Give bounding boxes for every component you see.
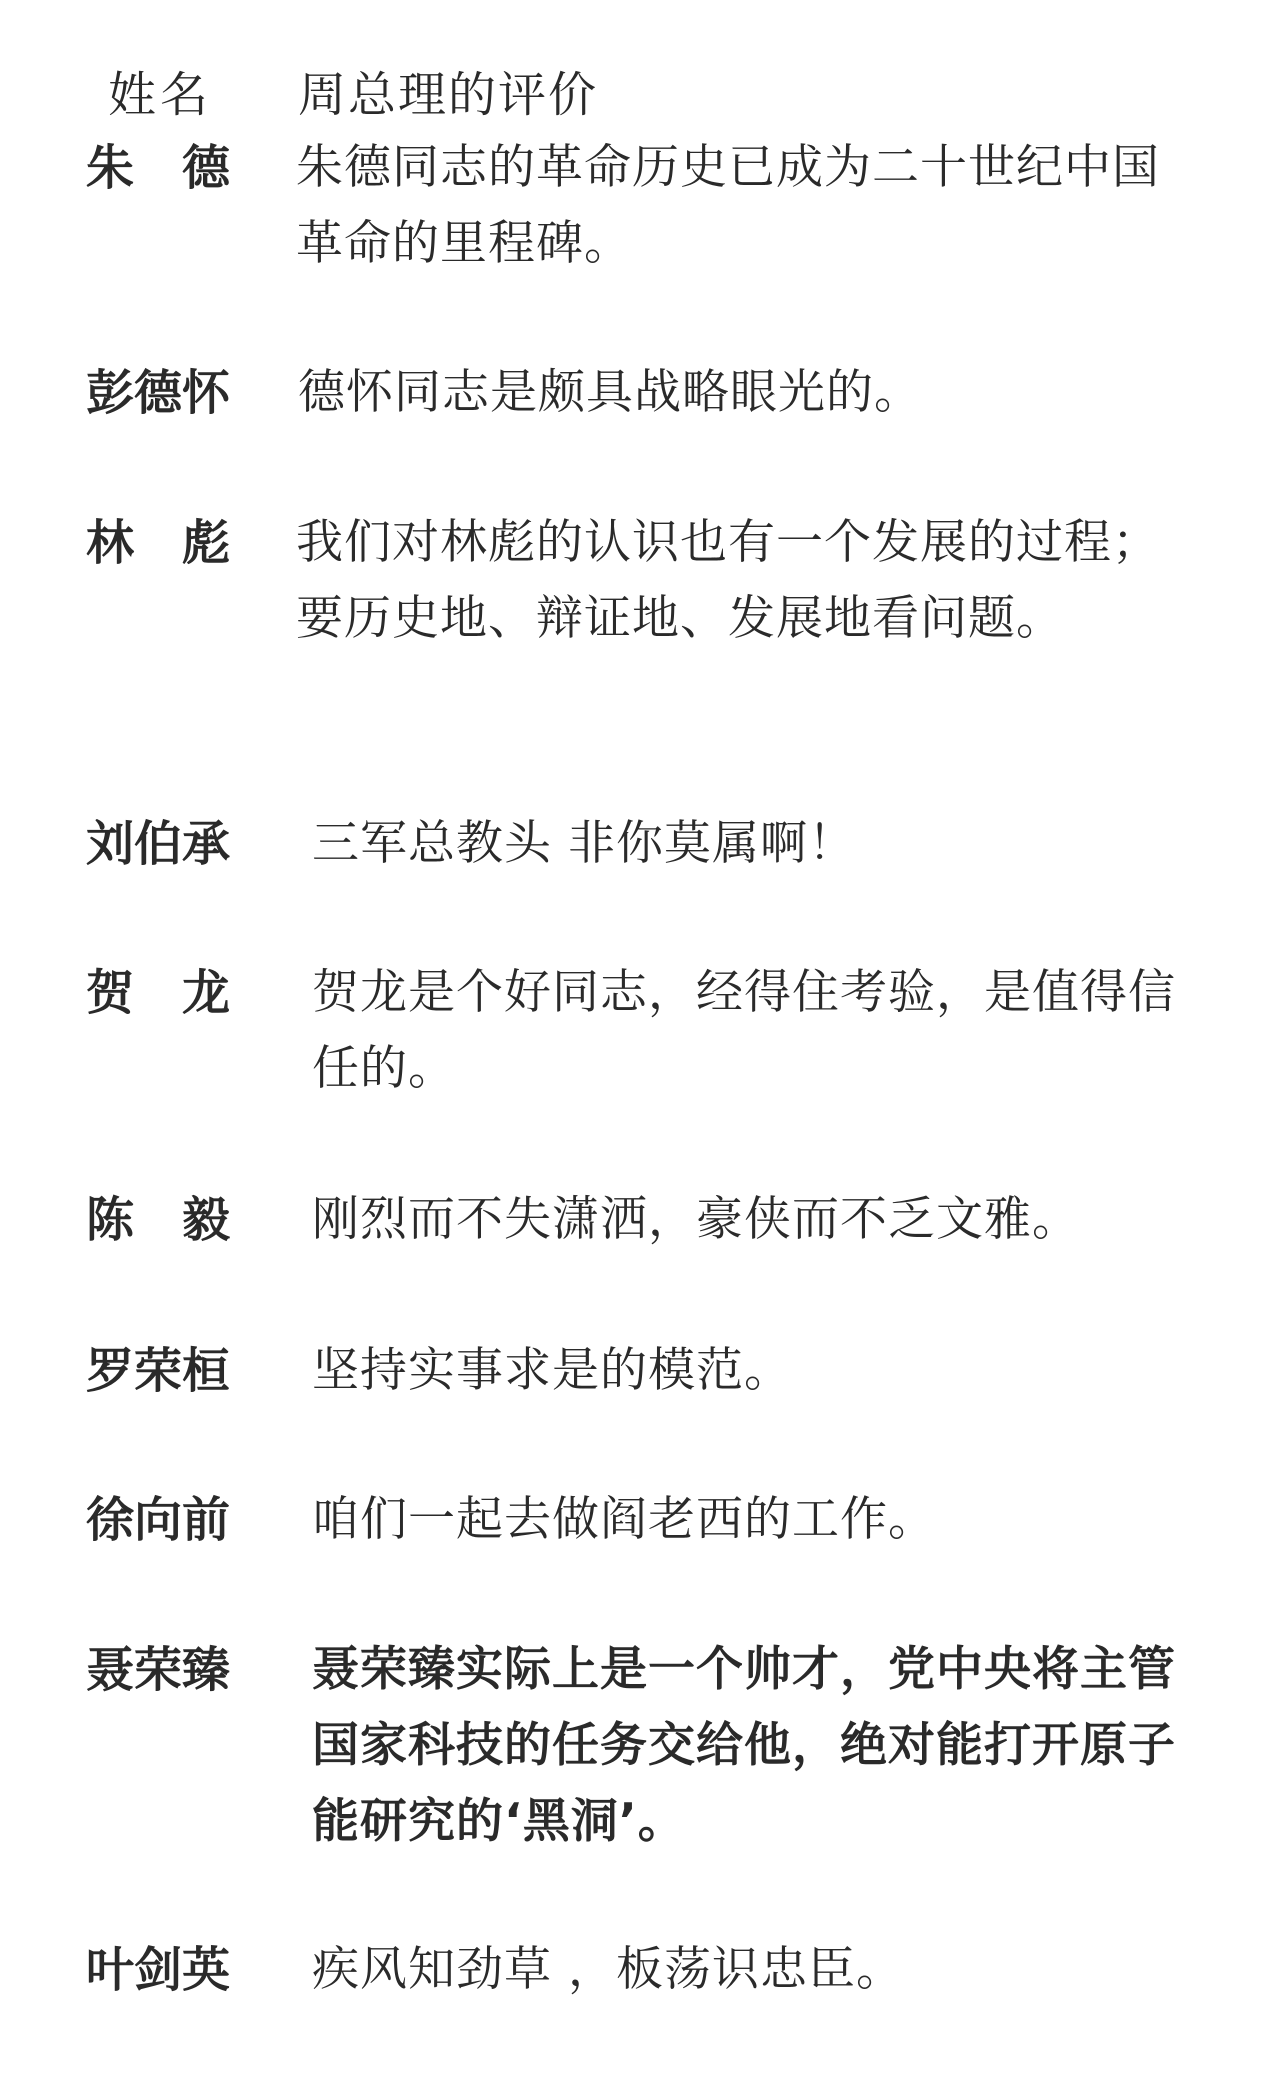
evaluation-text: 聂荣臻实际上是一个帅才，党中央将主管国家科技的任务交给他，绝对能打开原子能研究的‘黑洞’。 (312, 1642, 1176, 1849)
evaluation-text: 刚烈而不失潇洒，豪侠而不乏文雅。 (312, 1192, 1080, 1247)
evaluation-text: 疾风知劲草 ，板荡识忠臣。 (312, 1942, 904, 1997)
evaluation-text: 咱们一起去做阎老西的工作。 (312, 1492, 936, 1547)
header-evaluation-label: 周总理的评价 (298, 67, 599, 123)
person-name: 贺龙 (86, 965, 279, 1021)
evaluation-text: 坚持实事求是的模范。 (312, 1343, 792, 1398)
person-name: 罗荣桓 (86, 1343, 231, 1399)
person-name: 聂荣臻 (86, 1642, 231, 1698)
evaluation-text: 我们对林彪的认识也有一个发展的过程；要历史地、辩证地、发展地看问题。 (296, 515, 1160, 646)
evaluation-text: 贺龙是个好同志，经得住考验，是值得信任的。 (312, 965, 1176, 1096)
header-name-label: 姓名 (108, 67, 213, 123)
person-name: 林彪 (86, 515, 279, 571)
table-header (0, 60, 1280, 130)
person-name: 刘伯承 (86, 816, 231, 872)
evaluation-text: 三军总教头 非你莫属啊！ (312, 816, 856, 871)
evaluation-text: 德怀同志是颇具战略眼光的。 (298, 365, 922, 420)
person-name: 叶剑英 (86, 1942, 231, 1998)
person-name: 徐向前 (86, 1492, 231, 1548)
person-name: 朱德 (86, 140, 279, 196)
person-name: 彭德怀 (86, 365, 231, 421)
evaluation-text: 朱德同志的革命历史已成为二十世纪中国革命的里程碑。 (296, 140, 1160, 271)
person-name: 陈毅 (86, 1192, 279, 1248)
